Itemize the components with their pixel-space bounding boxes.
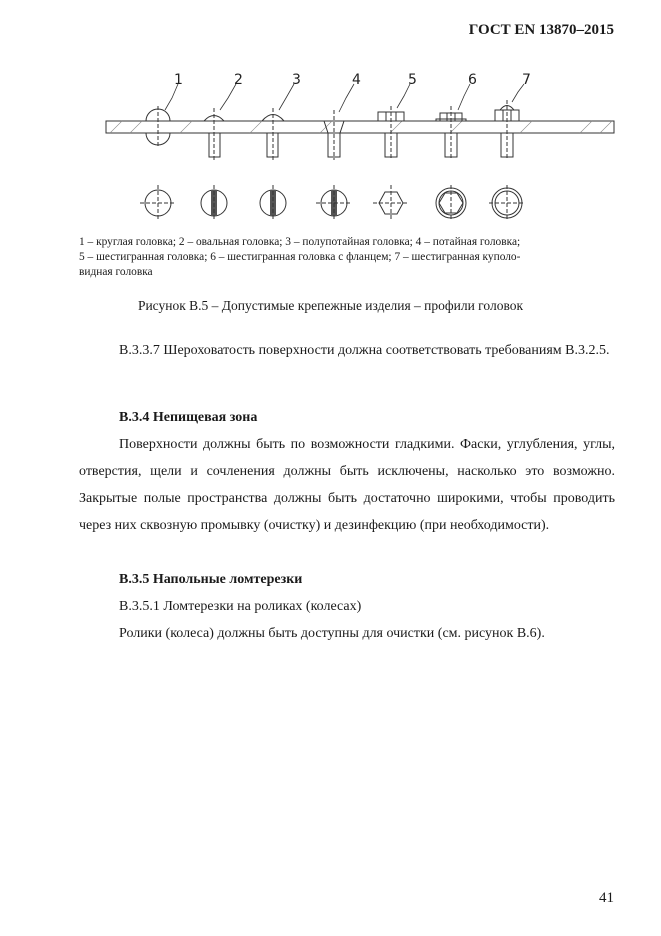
legend-line: 1 – круглая головка; 2 – овальная головка; 3 – полупотайная головка; 4 – потайная головка;: [79, 236, 521, 248]
fastener-round-head: [146, 106, 170, 148]
fastener-profiles-figure: [100, 70, 620, 230]
figure-label-2: 2: [234, 72, 243, 88]
body-text: [79, 337, 615, 364]
figure-label-4: 4: [352, 72, 361, 88]
figure-title: Рисунок В.5 – Допустимые крепежные изделия – профили головок: [137, 298, 524, 313]
heading-b35: В.3.5 Напольные ломтерезки: [119, 572, 303, 587]
paragraph-b337: В.3.3.7 Шероховатость поверхности должна соответствовать требованиям В.3.2.5.: [119, 343, 610, 358]
top-views: [140, 185, 525, 221]
fastener-oval-head: [204, 108, 224, 160]
paragraph-b351: В.3.5.1 Ломтерезки на роликах (колесах): [119, 599, 362, 614]
section-b35: [79, 566, 615, 647]
figure-label-7: 7: [522, 72, 531, 88]
page-number: 41: [599, 890, 614, 906]
document-code: ГОСТ EN 13870–2015: [468, 22, 614, 38]
figure-label-6: 6: [468, 72, 477, 88]
figure-label-1: 1: [174, 72, 183, 88]
legend-line: видная головка: [79, 266, 153, 278]
figure-legend: [79, 235, 616, 280]
fastener-countersunk-head: [324, 110, 344, 160]
fastener-semi-countersunk-head: [262, 108, 284, 160]
heading-b34: В.3.4 Непищевая зона: [119, 410, 258, 425]
paragraph-b34: Поверхности должны быть по возможности гладкими. Фаски, углубления, углы, отверстия, щели и сочленения должны быть исключены, насколько это возможно. Закрытые полые пространства должны быть достаточно широкими, чтобы проводить через них сквозную промывку (очистку) и дезинфекцию (при необходимости).: [79, 437, 615, 533]
figure-label-5: 5: [408, 72, 417, 88]
paragraph-b351-text: Ролики (колеса) должны быть доступны для очистки (см. рисунок В.6).: [119, 626, 545, 641]
legend-line: 5 – шестигранная головка; 6 – шестигранная головка с фланцем; 7 – шестигранная куполо-: [79, 251, 521, 263]
fastener-domed-hex-head: [495, 100, 519, 160]
section-b34: [79, 404, 615, 539]
figure-label-3: 3: [292, 72, 301, 88]
